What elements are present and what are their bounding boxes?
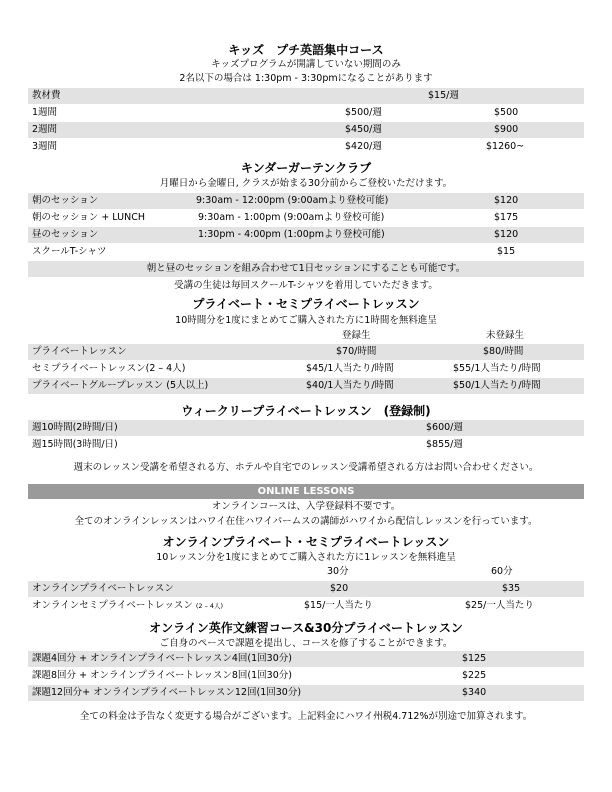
row-price: $15 <box>497 246 516 257</box>
kinder-row-tshirt <box>28 244 584 260</box>
row-label: プライベートグループレッスン (5人以上) <box>32 380 209 391</box>
row-label: 1週間 <box>32 107 58 118</box>
row-label: 昼のセッション <box>32 229 99 240</box>
row-label: 朝のセッション + LUNCH <box>32 212 145 223</box>
row-label: 課題8回分 + オンラインプライベートレッスン8回(1回30分) <box>32 670 292 681</box>
row-60-price: $25/一人当たり <box>465 600 534 611</box>
row-price: $120 <box>494 229 519 240</box>
private-row-private <box>28 344 584 360</box>
writing-row-12 <box>28 685 584 701</box>
row-price: $120 <box>494 195 519 206</box>
row-label <box>32 601 223 611</box>
row-price: $600/週 <box>426 422 463 433</box>
row-label: 3週間 <box>32 141 58 152</box>
row-time: 9:30am - 12:00pm (9:00amより登校可能) <box>196 195 389 206</box>
kids-row-2week <box>28 122 584 138</box>
row-reg-price: $45/1人当たり/時間 <box>306 363 394 374</box>
kinder-row-afternoon <box>28 227 584 243</box>
online-note-1: オンラインコースは、入学登録料不要です。 <box>211 501 401 512</box>
writing-note: ご自身のペースで課題を提出し、コースを修了することができます。 <box>159 638 453 649</box>
row-label: 2週間 <box>32 124 58 135</box>
online-row-semi <box>28 598 584 614</box>
writing-row-8 <box>28 668 584 684</box>
kids-note-2: 2名以下の場合は 1:30pm - 3:30pmになることがあります <box>179 73 433 84</box>
kinder-note: 月曜日から金曜日, クラスが始まる30分前からご登校いただけます。 <box>159 178 453 189</box>
writing-title: オンライン英作文練習コース&30分プライベートレッスン <box>149 621 463 635</box>
row-price: $175 <box>494 212 519 223</box>
row-price: $340 <box>462 687 487 698</box>
kinder-footnote-2: 受講の生徒は毎回スクールT-シャツを着用していただきます。 <box>174 280 438 291</box>
row-unreg-price: $55/1人当たり/時間 <box>453 363 541 374</box>
writing-row-4 <box>28 651 584 667</box>
row-total-price: $1260~ <box>486 141 525 152</box>
kids-title: キッズ プチ英語集中コース <box>228 43 384 57</box>
row-total-price: $500 <box>494 107 519 118</box>
row-reg-price: $40/1人当たり/時間 <box>306 380 394 391</box>
online-lessons-bar: ONLINE LESSONS <box>28 484 584 499</box>
row-30-price: $20 <box>330 583 349 594</box>
row-30-price: $15/一人当たり <box>304 600 373 611</box>
row-label: スクールT-シャツ <box>32 246 107 257</box>
row-label-text: オンラインセミプライベートレッスン <box>32 600 196 611</box>
col-60min: 60分 <box>491 566 513 577</box>
kinder-footnote-row <box>28 261 584 277</box>
kinder-title: キンダーガーテンクラブ <box>240 161 372 175</box>
kids-row-3week <box>28 139 584 155</box>
kinder-row-morning <box>28 193 584 209</box>
col-registered: 登録生 <box>342 330 371 341</box>
private-title: プライベート・セミプライベートレッスン <box>192 297 420 311</box>
row-weekly-price: $500/週 <box>345 107 382 118</box>
weekly-title: ウィークリープライベートレッスン (登録制) <box>181 404 431 418</box>
row-label: プライベートレッスン <box>32 346 127 357</box>
row-price: $855/週 <box>426 439 463 450</box>
weekly-note: 週末のレッスン受講を希望される方、ホテルや自宅でのレッスン受講希望される方はお問い合わせください。 <box>73 462 539 473</box>
row-weekly-price: $450/週 <box>345 124 382 135</box>
kids-row-1week <box>28 105 584 121</box>
col-unregistered: 未登録生 <box>486 330 525 341</box>
weekly-row-10h <box>28 420 584 436</box>
row-total-price: $900 <box>494 124 519 135</box>
private-row-group <box>28 378 584 394</box>
online-row-private <box>28 581 584 597</box>
col-30min: 30分 <box>327 566 349 577</box>
row-weekly-price: $420/週 <box>345 141 382 152</box>
row-time: 9:30am - 1:00pm (9:00amより登校可能) <box>198 212 385 223</box>
row-time: 1:30pm - 4:00pm (1:00pmより登校可能) <box>198 229 385 240</box>
row-label: セミプライベートレッスン(2 – 4人) <box>32 363 186 374</box>
weekly-row-15h <box>28 437 584 453</box>
kids-row-materials <box>28 88 584 104</box>
row-label: オンラインプライベートレッスン <box>32 583 174 594</box>
row-price: $125 <box>462 653 487 664</box>
row-price: $15/週 <box>428 90 459 101</box>
row-price: $225 <box>462 670 487 681</box>
row-label: 週10時間(2時間/日) <box>32 422 118 433</box>
kids-note-1: キッズプログラムが開講していない期間のみ <box>211 59 401 70</box>
row-label: 課題12回分+ オンラインプライベートレッスン12回(1回30分) <box>32 687 302 698</box>
row-label: 週15時間(3時間/日) <box>32 439 118 450</box>
row-60-price: $35 <box>502 583 521 594</box>
private-note: 10時間分を1度にまとめてご購入された方に1時間を無料進呈 <box>175 315 437 326</box>
online-note-2: 全てのオンラインレッスンはハワイ在住ハワイパームスの講師がハワイから配信しレッスンを行っています。 <box>74 516 538 527</box>
kinder-footnote-1: 朝と昼のセッションを組み合わせて1日セッションにすることも可能です。 <box>146 263 466 274</box>
row-label: 教材費 <box>32 90 61 101</box>
private-row-semi <box>28 361 584 377</box>
kinder-row-morning-lunch <box>28 210 584 226</box>
row-label: 朝のセッション <box>32 195 99 206</box>
row-unreg-price: $80/時間 <box>483 346 524 357</box>
footer-note: 全ての料金は予告なく変更する場合がございます。上記料金にハワイ州税4.712%が別途で加算されます。 <box>79 711 533 722</box>
row-label: 課題4回分 + オンラインプライベートレッスン4回(1回30分) <box>32 653 292 664</box>
online-private-title: オンラインプライベート・セミプライベートレッスン <box>162 535 450 549</box>
row-reg-price: $70/時間 <box>336 346 377 357</box>
row-unreg-price: $50/1人当たり/時間 <box>453 380 541 391</box>
online-private-note: 10レッスン分を1度にまとめてご購入された方に1レッスンを無料進呈 <box>156 552 456 563</box>
row-label-small: (2 – 4人) <box>195 602 224 610</box>
